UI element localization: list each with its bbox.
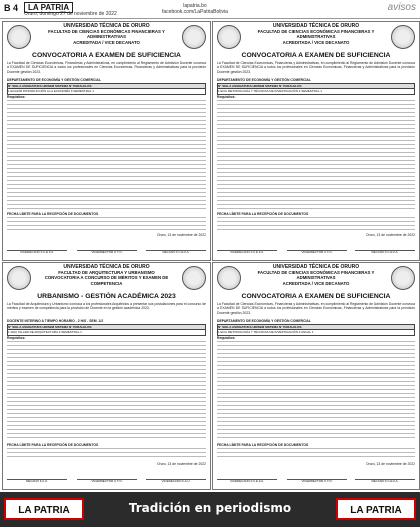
signature-1: VICEDECANO F.C.E.F.A. xyxy=(7,250,67,255)
signature-3: DECANO F.C.E.F.A. xyxy=(146,250,206,255)
footer-logo-left[interactable]: LA PATRIA xyxy=(4,498,84,520)
notice-department: DEPARTAMENTO DE ECONOMÍA Y GESTIÓN COMERCIAL xyxy=(217,319,311,323)
university-seal-icon xyxy=(7,25,31,49)
table-header: N° SIGLA ASIGNATURA HR/SEM SISTEMA N° PARALELOS xyxy=(218,325,414,330)
notice-1 xyxy=(2,21,211,261)
notice-intro: La Facultad de Ciencias Económicas, Financieras y Administrativas, en cumplimiento al Reglamento de Admisión Docente convoca a EXAMEN DE SUFICIENCIA a todos los profesionales en Ciencias Económicas, Financieras y Administrativas para la provisión Docente gestión 2023. xyxy=(7,61,206,74)
footer-slogan: Tradición en periodismo xyxy=(128,501,292,515)
table-header: N° SIGLA ASIGNATURA HR/SEM SISTEMA N° PARALELOS xyxy=(8,325,205,330)
web-links xyxy=(162,3,228,15)
requirements-text xyxy=(217,100,415,210)
notice-university: UNIVERSIDAD TÉCNICA DE ORURO xyxy=(63,264,150,270)
faculty-seal-icon xyxy=(391,266,415,290)
requirements-label: Requisitos: xyxy=(217,336,236,340)
requirements-label: Requisitos: xyxy=(7,336,26,340)
table-header: N° SIGLA ASIGNATURA HR/SEM SISTEMA N° PARALELOS xyxy=(218,84,414,89)
page-header xyxy=(0,0,420,19)
notice-heading xyxy=(31,24,182,45)
notice-department: DOCENTE INTERINO A TIEMPO HORARIO - 2 H/S - SEM. 1/2 xyxy=(7,319,104,323)
footer-logo-right[interactable]: LA PATRIA xyxy=(336,498,416,520)
notice-faculty: FACULTAD DE CIENCIAS ECONÓMICAS FINANCIERAS Y ADMINISTRATIVAS xyxy=(257,270,375,281)
table-row: 1 ECG108 INTRODUCCIÓN A LA ECONOMÍA 6 SEMESTRAL 1 xyxy=(8,89,94,93)
notice-subheading: CONVOCATORIA A CONCURSO DE MÉRITOS Y EXAMEN DE COMPETENCIA xyxy=(44,275,169,286)
requirements-label: Requisitos: xyxy=(217,95,236,99)
signature-1: VICEDECANO F.C.E.F.A. xyxy=(217,250,277,255)
university-seal-icon xyxy=(217,25,241,49)
notice-2 xyxy=(212,21,420,261)
signature-2: VICERRECTOR U.T.O. xyxy=(287,479,347,484)
university-seal-icon xyxy=(7,266,31,290)
requirements-text xyxy=(7,100,206,210)
notice-faculty: FACULTAD DE ARQUITECTURA Y URBANISMO xyxy=(58,270,155,276)
notice-faculty: FACULTAD DE CIENCIAS ECONÓMICAS FINANCIERAS Y ADMINISTRATIVAS xyxy=(257,29,375,40)
deadline-label: FECHA LÍMITE PARA LA RECEPCIÓN DE DOCUMENTOS xyxy=(217,212,309,216)
notice-department: DEPARTAMENTO DE ECONOMÍA Y GESTIÓN COMERCIAL xyxy=(7,78,101,82)
faculty-seal-icon xyxy=(182,25,206,49)
deadline-label: FECHA LÍMITE PARA LA RECEPCIÓN DE DOCUMENTOS xyxy=(217,443,309,447)
notice-subheading: ACREDITADA / VICE DECANATO xyxy=(282,280,350,286)
notice-4 xyxy=(212,262,420,490)
notice-heading xyxy=(31,265,182,286)
page-number: B 4 xyxy=(4,3,19,13)
notice-intro: La Facultad de Ciencias Económicas, Financieras y Administrativas, en cumplimiento al Reglamento de Admisión Docente convoca a EXAMEN DE SUFICIENCIA a todos los profesionales en Ciencias Económicas, Financieras y Administrativas para la provisión Docente gestión 2023. xyxy=(217,61,415,74)
notice-university: UNIVERSIDAD TÉCNICA DE ORURO xyxy=(272,264,360,270)
signatures xyxy=(7,243,206,255)
facebook-link[interactable]: facebook.com/LaPatriaBolivia xyxy=(162,9,228,15)
notice-title: CONVOCATORIA A EXAMEN DE SUFICIENCIA xyxy=(241,293,391,300)
notice-city-date: Oruro, 13 de noviembre de 2022 xyxy=(365,462,415,466)
deadline-text xyxy=(7,448,206,460)
deadline-text xyxy=(7,217,206,231)
website-link[interactable]: lapatria.bo xyxy=(183,3,207,9)
table-row: 1 ECG METODOLOGÍA Y TÉCNICAS DE INVESTIGACIÓN 4 SEMESTRAL 1 xyxy=(218,89,322,93)
subjects-table xyxy=(217,83,415,95)
notice-intro: La Facultad de Arquitectura y Urbanismo convoca a los profesionales Arquitectos a presentar sus postulaciones para el concurso de méritos y examen de competencia para la provisión de Docente en la gestión académica 2023. xyxy=(7,302,206,311)
notice-subheading: ACREDITADA / VICE DECANATO xyxy=(73,39,140,45)
requirements-text xyxy=(7,341,206,441)
notice-title: URBANISMO - GESTIÓN ACADÉMICA 2023 xyxy=(37,293,176,300)
signature-1: VICEDECANO F.C.E.F.A. xyxy=(217,479,277,484)
deadline-label: FECHA LÍMITE PARA LA RECEPCIÓN DE DOCUMENTOS xyxy=(7,443,99,447)
faculty-seal-icon xyxy=(182,266,206,290)
signature-2: VICERRECTOR U.T.O. xyxy=(287,250,347,255)
notice-faculty: FACULTAD DE CIENCIAS ECONÓMICAS FINANCIERAS Y ADMINISTRATIVAS xyxy=(48,29,165,40)
newspaper-logo[interactable]: LA PATRIA xyxy=(24,2,73,13)
notice-city-date: Oruro, 13 de noviembre de 2022 xyxy=(156,233,206,237)
signatures xyxy=(217,243,415,255)
requirements-text xyxy=(217,341,415,441)
deadline-text xyxy=(217,448,415,460)
issue-date: Oruro, domingo 27 de noviembre de 2022 xyxy=(24,11,117,17)
signatures xyxy=(217,472,415,484)
signature-3: DECANO F.C.E.F.A. xyxy=(355,250,415,255)
notice-university: UNIVERSIDAD TÉCNICA DE ORURO xyxy=(63,23,150,29)
notice-city-date: Oruro, 13 de noviembre de 2022 xyxy=(365,233,415,237)
signature-3: DECANO F.C.E.F.A. xyxy=(355,479,415,484)
notice-heading xyxy=(241,24,391,45)
notice-subheading: ACREDITADA / VICE DECANATO xyxy=(282,39,350,45)
subjects-table xyxy=(217,324,415,336)
deadline-text xyxy=(217,217,415,231)
signature-3: VICEDECANO F.A.U. xyxy=(146,479,206,484)
notice-university: UNIVERSIDAD TÉCNICA DE ORURO xyxy=(272,23,360,29)
notice-heading xyxy=(241,265,391,286)
page-footer xyxy=(0,492,420,527)
notice-city-date: Oruro, 13 de noviembre de 2022 xyxy=(156,462,206,466)
table-header: N° SIGLA ASIGNATURA HR/SEM SISTEMA N° PARALELOS xyxy=(8,84,205,89)
signature-2: VICERRECTOR U.T.O. xyxy=(77,479,137,484)
subjects-table xyxy=(7,324,206,336)
deadline-label: FECHA LÍMITE PARA LA RECEPCIÓN DE DOCUMENTOS xyxy=(7,212,99,216)
notice-title: CONVOCATORIA A EXAMEN DE SUFICIENCIA xyxy=(32,52,181,59)
section-label: avisos xyxy=(387,2,416,13)
notice-department: DEPARTAMENTO DE ECONOMÍA Y GESTIÓN COMERCIAL xyxy=(217,78,311,82)
signature-1: DECANO F.A.U. xyxy=(7,479,67,484)
subjects-table xyxy=(7,83,206,95)
notice-intro: La Facultad de Ciencias Económicas, Financieras y Administrativas, en cumplimiento al Reglamento de Admisión Docente convoca a EXAMEN DE SUFICIENCIA a todos los profesionales en Ciencias Económicas, Financieras y Administrativas para la provisión Docente gestión 2023. xyxy=(217,302,415,315)
table-row: 1 ECG METODOLOGÍA Y TÉCNICAS DE INVESTIGACIÓN 4 ANUAL 1 xyxy=(218,330,314,334)
faculty-seal-icon xyxy=(391,25,415,49)
university-seal-icon xyxy=(217,266,241,290)
requirements-label: Requisitos: xyxy=(7,95,26,99)
notice-title: CONVOCATORIA A EXAMEN DE SUFICIENCIA xyxy=(241,52,391,59)
signature-2: VICERRECTOR U.T.O. xyxy=(77,250,137,255)
notice-3 xyxy=(2,262,211,490)
table-row: 1 ARQ TALLER DE ARQUITECTURA 2 SEMESTRAL 1 xyxy=(8,330,82,334)
signatures xyxy=(7,472,206,484)
